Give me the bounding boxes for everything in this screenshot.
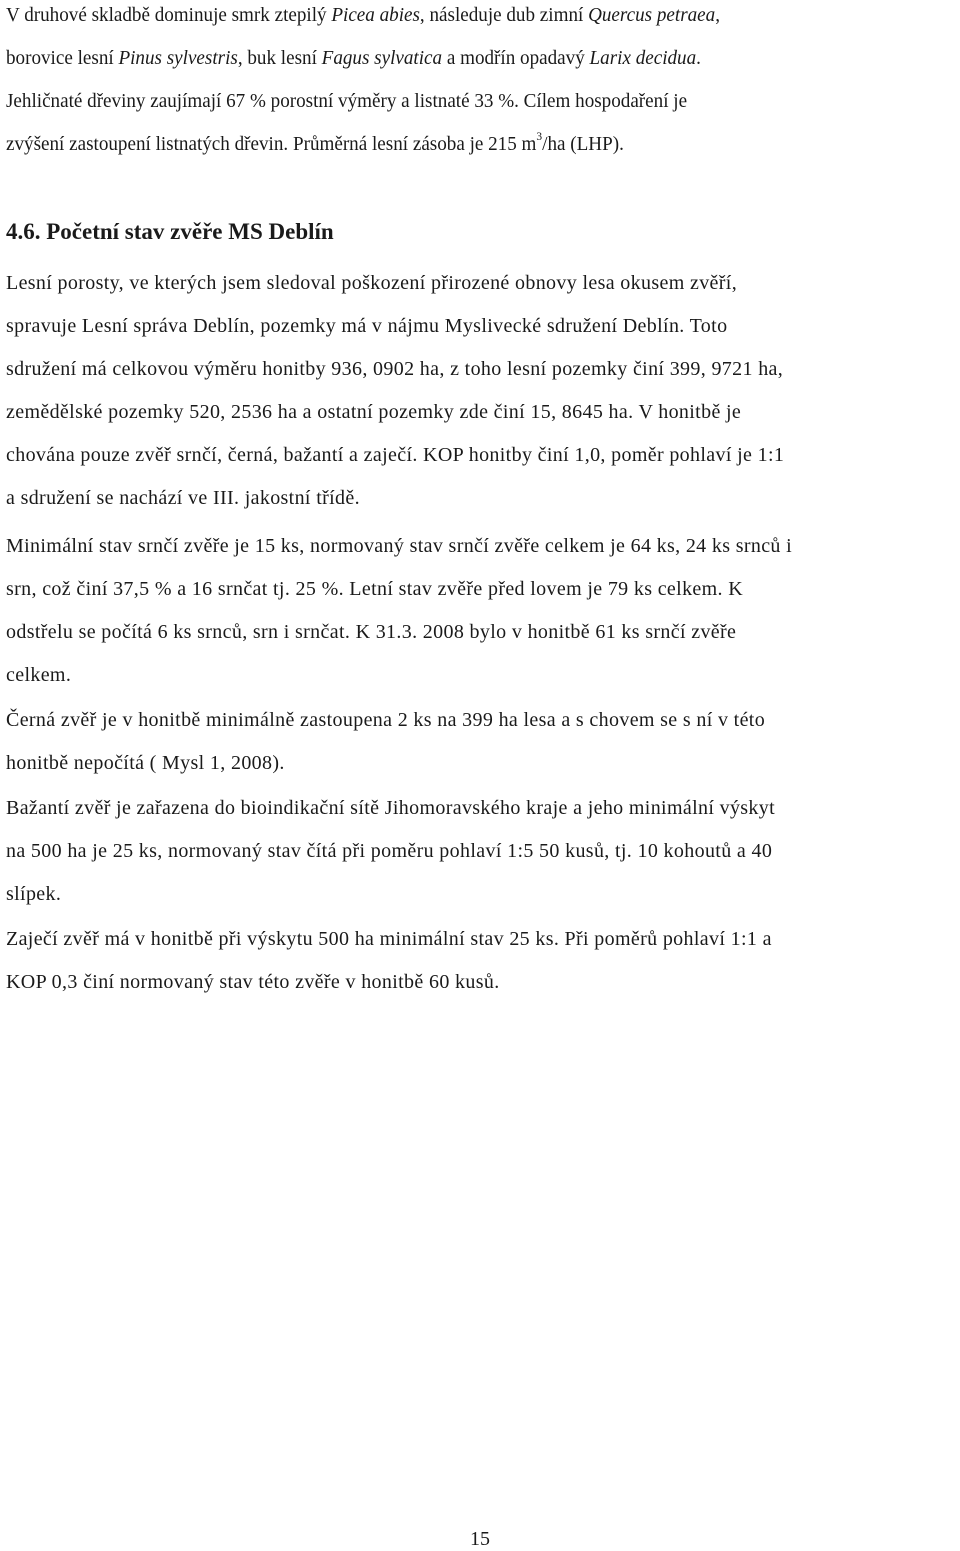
paragraph-line: Bažantí zvěř je zařazena do bioindikační sítě Jihomoravského kraje a jeho minimální výskyt [6,797,776,819]
paragraph-line: zemědělské pozemky 520, 2536 ha a ostatní pozemky zde činí 15, 8645 ha. V honitbě je [6,401,742,423]
section-heading: 4.6. Početní stav zvěře MS Deblín [6,219,334,244]
paragraph-line: Lesní porosty, ve kterých jsem sledoval poškození přirozené obnovy lesa okusem zvěří, [6,272,738,294]
species-latin-name: Pinus sylvestris [118,47,238,69]
text-run: zvýšení zastoupení listnatých dřevin. Průměrná lesní zásoba je 215 m [6,133,537,155]
species-latin-name: Larix decidua [589,47,697,69]
intro-line-4 [6,129,624,156]
paragraph-line: na 500 ha je 25 ks, normovaný stav čítá při poměru pohlaví 1:5 50 kusů, tj. 10 kohoutů a 40 [6,840,773,862]
paragraph-line: chována pouze zvěř srnčí, černá, bažantí a zaječí. KOP honitby činí 1,0, poměr pohlaví je 1:1 [6,444,785,466]
intro-line-3: Jehličnaté dřeviny zaujímají 67 % porostní výměry a listnaté 33 %. Cílem hospodaření je [6,90,688,112]
intro-line-1 [6,3,720,27]
paragraph-line: sdružení má celkovou výměru honitby 936, 0902 ha, z toho lesní pozemky činí 399, 9721 ha, [6,358,784,380]
paragraph-line: honitbě nepočítá ( Mysl 1, 2008). [6,752,285,774]
paragraph-line: a sdružení se nachází ve III. jakostní třídě. [6,487,360,509]
text-run: , buk lesní [237,47,322,69]
paragraph-line: KOP 0,3 činí normovaný stav této zvěře v honitbě 60 kusů. [6,971,500,993]
text-run: . [696,47,701,69]
paragraph-line: odstřelu se počítá 6 ks srnců, srn i srnčat. K 31.3. 2008 bylo v honitbě 61 ks srnčí zvěře [6,621,737,643]
text-run: /ha (LHP). [542,133,624,155]
paragraph-line: Zaječí zvěř má v honitbě při výskytu 500 ha minimální stav 25 ks. Při poměrů pohlaví 1:1 a [6,928,772,950]
paragraph-line: celkem. [6,664,72,686]
paragraph-line: slípek. [6,883,62,905]
intro-line-2 [6,46,701,70]
paragraph-line: srn, což činí 37,5 % a 16 srnčat tj. 25 %. Letní stav zvěře před lovem je 79 ks celkem. K [6,578,744,600]
text-run: a modřín opadavý [442,47,590,69]
species-latin-name: Picea abies [331,4,420,26]
superscript: 3 [536,129,543,144]
paragraph-line: Černá zvěř je v honitbě minimálně zastoupena 2 ks na 399 ha lesa a s chovem se s ní v této [6,709,766,731]
species-latin-name: Quercus petraea [588,4,716,26]
page-number: 15 [470,1528,490,1550]
text-run: V druhové skladbě dominuje smrk ztepilý [6,4,332,26]
text-run: borovice lesní [6,47,119,69]
species-latin-name: Fagus sylvatica [321,47,443,69]
paragraph-line: spravuje Lesní správa Deblín, pozemky má v nájmu Myslivecké sdružení Deblín. Toto [6,315,728,337]
paragraph-line: Minimální stav srnčí zvěře je 15 ks, normovaný stav srnčí zvěře celkem je 64 ks, 24 ks srnců i [6,535,793,557]
text-run: , [715,4,720,26]
text-run: , následuje dub zimní [419,4,589,26]
